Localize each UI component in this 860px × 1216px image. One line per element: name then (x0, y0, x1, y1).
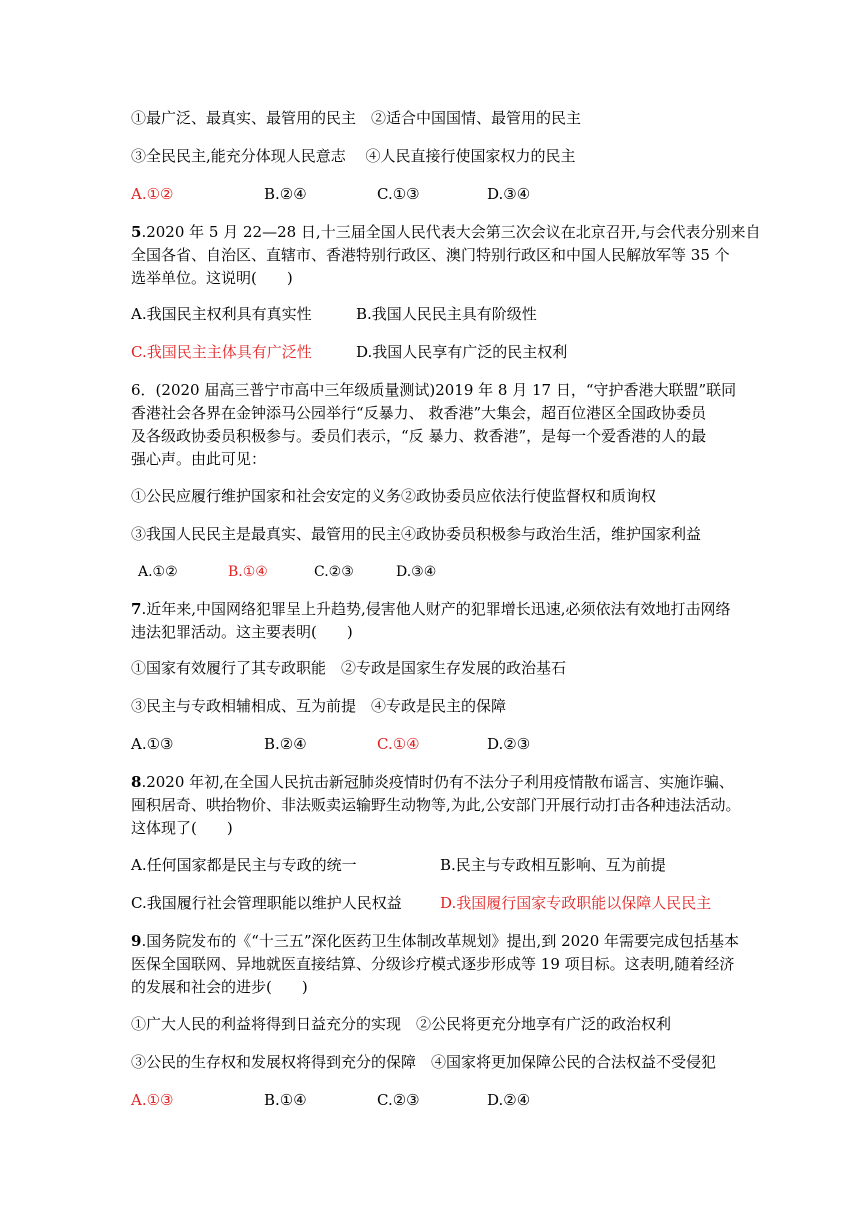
q9-options-line-2: ③公民的生存权和发展权将得到充分的保障 ④国家将更加保障公民的合法权益不受侵犯 (131, 1053, 717, 1071)
q4-options-line-2: ③全民民主,能充分体现人民意志 ④人民直接行使国家权力的民主 (131, 147, 576, 165)
q5-stem-line-3: 选举单位。这说明( ) (131, 269, 293, 287)
q7-choice-b: B.②④ (264, 735, 307, 753)
q4-choice-d: D.③④ (487, 185, 531, 203)
q8-choice-d: D.我国履行国家专政职能以保障人民民主 (440, 894, 712, 912)
q4-choice-b: B.②④ (264, 185, 307, 203)
q7-choice-c: C.①④ (377, 735, 420, 753)
q5-choice-d: D.我国人民享有广泛的民主权利 (356, 343, 568, 361)
q8-choice-b: B.民主与专政相互影响、互为前提 (440, 856, 666, 874)
q6-choice-d: D.③④ (396, 564, 437, 580)
q9-choice-c: C.②③ (377, 1091, 420, 1109)
q7-stem-line-2: 违法犯罪活动。这主要表明( ) (131, 623, 353, 641)
q9-choice-d: D.②④ (487, 1091, 531, 1109)
q5-choice-b: B.我国人民民主具有阶级性 (356, 305, 537, 323)
q9-options-line-1: ①广大人民的利益将得到日益充分的实现 ②公民将更充分地享有广泛的政治权利 (131, 1015, 672, 1033)
q9-stem-line-1: 9.国务院发布的《“十三五”深化医药卫生体制改革规划》提出,到 2020 年需要完成包括基本 (131, 932, 740, 950)
q6-choice-b: B.①④ (228, 564, 268, 580)
q6-choice-a: A.①② (138, 564, 178, 580)
q5-number: 5 (131, 223, 142, 241)
q7-number: 7 (131, 600, 142, 618)
q9-choice-b: B.①④ (264, 1091, 307, 1109)
q8-number: 8 (131, 773, 142, 791)
q7-choice-d: D.②③ (487, 735, 531, 753)
q8-choice-a: A.任何国家都是民主与专政的统一 (131, 856, 357, 874)
q4-choice-c: C.①③ (377, 185, 420, 203)
q8-stem-line-3: 这体现了( ) (131, 819, 233, 837)
q4-choice-a: A.①② (131, 185, 174, 203)
q7-options-line-2: ③民主与专政相辅相成、互为前提 ④专政是民主的保障 (131, 697, 507, 715)
q6-stem-line-2: 香港社会各界在金钟添马公园举行“反暴力、 救香港”大集会，超百位港区全国政协委员 (131, 404, 707, 422)
q7-stem-line-1: 7.近年来,中国网络犯罪呈上升趋势,侵害他人财产的犯罪增长迅速,必须依法有效地打击网络 (131, 600, 731, 618)
q8-choice-c: C.我国履行社会管理职能以维护人民权益 (131, 894, 402, 912)
q9-choice-a: A.①③ (131, 1091, 174, 1109)
q7-options-line-1: ①国家有效履行了其专政职能 ②专政是国家生存发展的政治基石 (131, 659, 567, 677)
q8-stem-line-2: 囤积居奇、哄抬物价、非法贩卖运输野生动物等,为此,公安部门开展行动打击各种违法活动。 (131, 796, 741, 814)
q9-stem-line-3: 的发展和社会的进步( ) (131, 978, 308, 996)
q5-choice-a: A.我国民主权利具有真实性 (131, 305, 312, 323)
q4-options-line-1: ①最广泛、最真实、最管用的民主 ②适合中国国情、最管用的民主 (131, 109, 582, 127)
q6-stem-line-3: 及各级政协委员积极参与。委员们表示，“反 暴力、救香港”，是每一个爱香港的人的最 (131, 427, 707, 445)
q6-choice-c: C.②③ (314, 564, 354, 580)
q6-options-line-1: ①公民应履行维护国家和社会安定的义务②政协委员应依法行使监督权和质询权 (131, 487, 657, 505)
q6-options-line-2: ③我国人民民主是最真实、最管用的民主④政协委员积极参与政治生活，维护国家利益 (131, 525, 702, 543)
q9-stem-line-2: 医保全国联网、异地就医直接结算、分级诊疗模式逐步形成等 19 项目标。这表明,随着经济 (131, 955, 735, 973)
q8-stem-line-1: 8.2020 年初,在全国人民抗击新冠肺炎疫情时仍有不法分子利用疫情散布谣言、实施诈骗、 (131, 773, 734, 791)
q9-number: 9 (131, 932, 142, 950)
q6-stem-line-1: 6．(2020 届高三普宁市高中三年级质量测试)2019 年 8 月 17 日，“守护香港大联盟”联同 (131, 381, 737, 399)
q5-stem-line-2: 全国各省、自治区、直辖市、香港特别行政区、澳门特别行政区和中国人民解放军等 35 个 (131, 246, 730, 264)
q7-choice-a: A.①③ (131, 735, 174, 753)
q5-stem-line-1: 5.2020 年 5 月 22—28 日,十三届全国人民代表大会第三次会议在北京召开,与会代表分别来自 (131, 223, 761, 241)
q6-stem-line-4: 强心声。由此可见： (131, 450, 267, 468)
q5-choice-c: C.我国民主主体具有广泛性 (131, 343, 312, 361)
